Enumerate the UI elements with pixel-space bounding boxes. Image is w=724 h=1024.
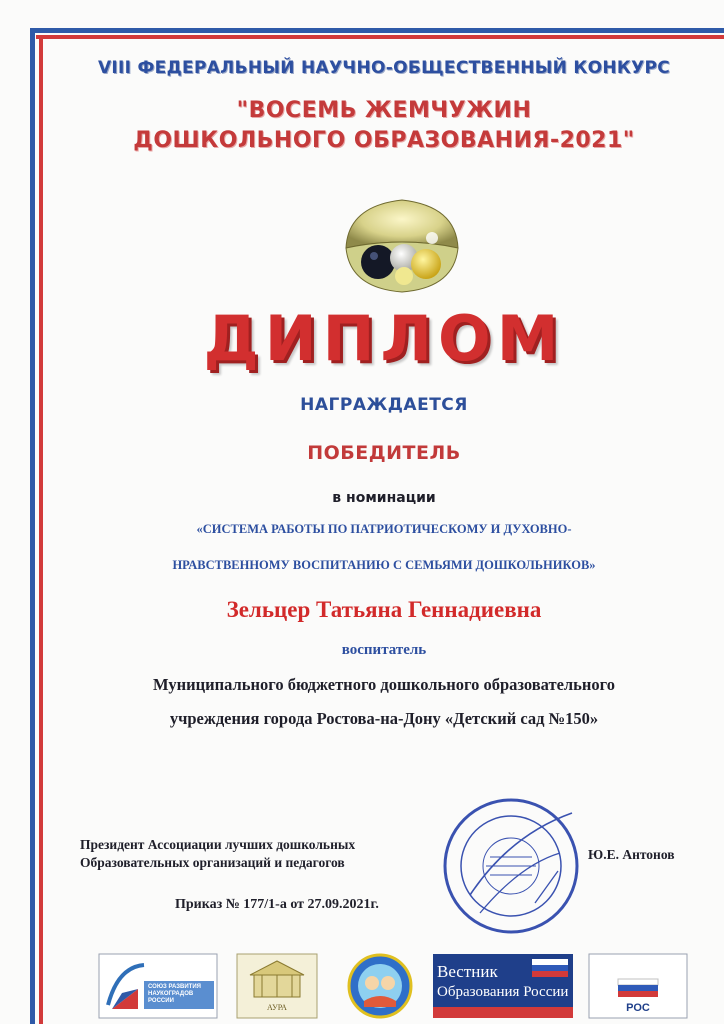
pearl-shell-logo <box>338 192 466 296</box>
winner-label: ПОБЕДИТЕЛЬ <box>307 442 461 464</box>
children-round-logo <box>340 953 420 1019</box>
contest-title-line2: "ВОСЕМЬ ЖЕМЧУЖИН <box>236 98 532 123</box>
signer-name: Ю.Е. Антонов <box>588 847 675 862</box>
contest-title-line1: VIII ФЕДЕРАЛЬНЫЙ НАУЧНО-ОБЩЕСТВЕННЫЙ КОНКУРС <box>97 58 671 78</box>
president-title <box>80 836 460 872</box>
president-title-line1: Президент Ассоциации лучших дошкольных <box>80 837 356 852</box>
recipient-name: Зельцер Татьяна Геннадиевна <box>226 597 542 622</box>
president-title-line2: Образовательных организаций и педагогов <box>80 855 345 870</box>
nomination-title-line2: НРАВСТВЕННОМУ ВОСПИТАНИЮ С СЕМЬЯМИ ДОШКОЛЬНИКОВ» <box>172 558 596 572</box>
border-red-top <box>36 35 724 39</box>
logo4-text-line2: Образования России <box>437 984 569 1000</box>
border-blue-left <box>30 28 35 1024</box>
border-red-left <box>39 35 43 1024</box>
border-blue-top <box>30 28 724 33</box>
recipient-position: воспитатель <box>341 642 427 658</box>
logo1-text: СОЮЗ РАЗВИТИЯ НАУКОГРАДОВ РОССИИ <box>148 984 201 1004</box>
diploma-title: ДИПЛОМ <box>203 302 565 375</box>
in-nomination-label: в номинации <box>332 490 436 506</box>
official-stamp <box>440 795 582 937</box>
logo2-text: АУРА <box>267 1003 287 1012</box>
order-number: Приказ № 177/1-а от 27.09.2021г. <box>175 897 379 912</box>
nomination-title-line1: «СИСТЕМА РАБОТЫ ПО ПАТРИОТИЧЕСКОМУ И ДУХОВНО- <box>196 522 572 536</box>
contest-title-line3: ДОШКОЛЬНОГО ОБРАЗОВАНИЯ-2021" <box>133 128 635 153</box>
logo5-text: РОС <box>626 1002 650 1014</box>
awarded-label: НАГРАЖДАЕТСЯ <box>300 395 468 415</box>
logo4-text-line1: Вестник <box>437 962 498 981</box>
organization-line2: учреждения города Ростова-на-Дону «Детский сад №150» <box>169 709 599 728</box>
organization-line1: Муниципального бюджетного дошкольного образовательного <box>153 675 615 694</box>
